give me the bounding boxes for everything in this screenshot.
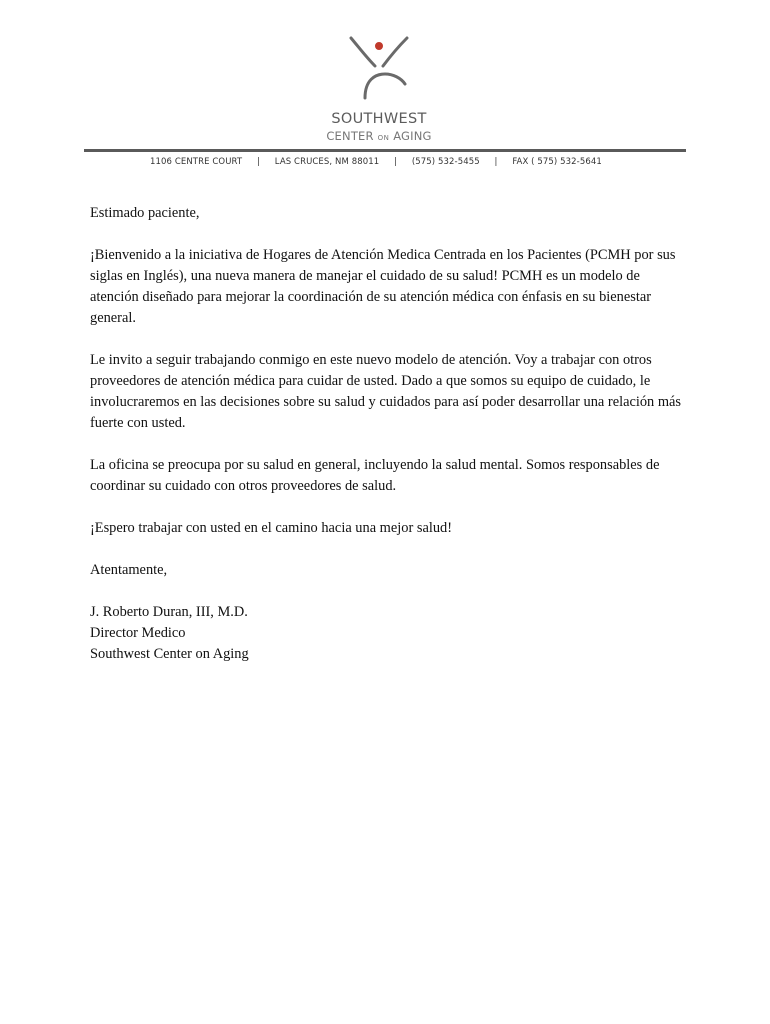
separator: | xyxy=(394,157,398,167)
closing: Atentamente, xyxy=(90,562,168,578)
signature-name: J. Roberto Duran, III, M.D. xyxy=(90,604,248,620)
letter-body xyxy=(90,203,690,665)
org-sub-center: CENTER xyxy=(326,129,374,143)
contact-line xyxy=(150,157,610,167)
separator: | xyxy=(494,157,498,167)
paragraph-hope: ¡Espero trabajar con usted en el camino hacia una mejor salud! xyxy=(90,520,453,536)
paragraph-office: La oficina se preocupa por su salud en general, incluyendo la salud mental. Somos responsables de coordinar su cuidado con otros proveedores de salud. xyxy=(90,457,660,494)
org-sub-aging: AGING xyxy=(393,129,432,143)
city: LAS CRUCES, NM 88011 xyxy=(274,157,380,167)
letterhead-rule xyxy=(84,149,686,152)
paragraph-invite: Le invito a seguir trabajando conmigo en este nuevo modelo de atención. Voy a trabajar con otros proveedores de atención médica para cuidar de usted. Dado a que somos su equipo de cuidado, le involucraremos en las decisiones sobre su salud y cuidados para así poder desarrollar una relación más fuerte con usted. xyxy=(90,352,682,431)
separator: | xyxy=(257,157,260,167)
letterhead xyxy=(0,0,770,180)
address: 1106 CENTRE COURT xyxy=(150,157,243,167)
org-sub-on: ON xyxy=(377,134,390,142)
org-name: SOUTHWEST xyxy=(331,111,427,127)
phone: (575) 532-5455 xyxy=(411,157,480,167)
greeting: Estimado paciente, xyxy=(90,205,200,221)
person-figure-icon xyxy=(345,36,415,100)
fax: FAX ( 575) 532-5641 xyxy=(512,157,602,167)
org-subtitle xyxy=(284,128,474,146)
paragraph-intro: ¡Bienvenido a la iniciativa de Hogares de Atención Medica Centrada en los Pacientes (PCMH por sus siglas en Inglés), una nueva manera de manejar el cuidado de su salud! PCMH es un modelo de atención diseñado para mejorar la coordinación de su atención médica con énfasis en su bienestar general. xyxy=(90,247,676,326)
signature-org: Southwest Center on Aging xyxy=(90,646,249,662)
signature-title: Director Medico xyxy=(90,625,186,641)
